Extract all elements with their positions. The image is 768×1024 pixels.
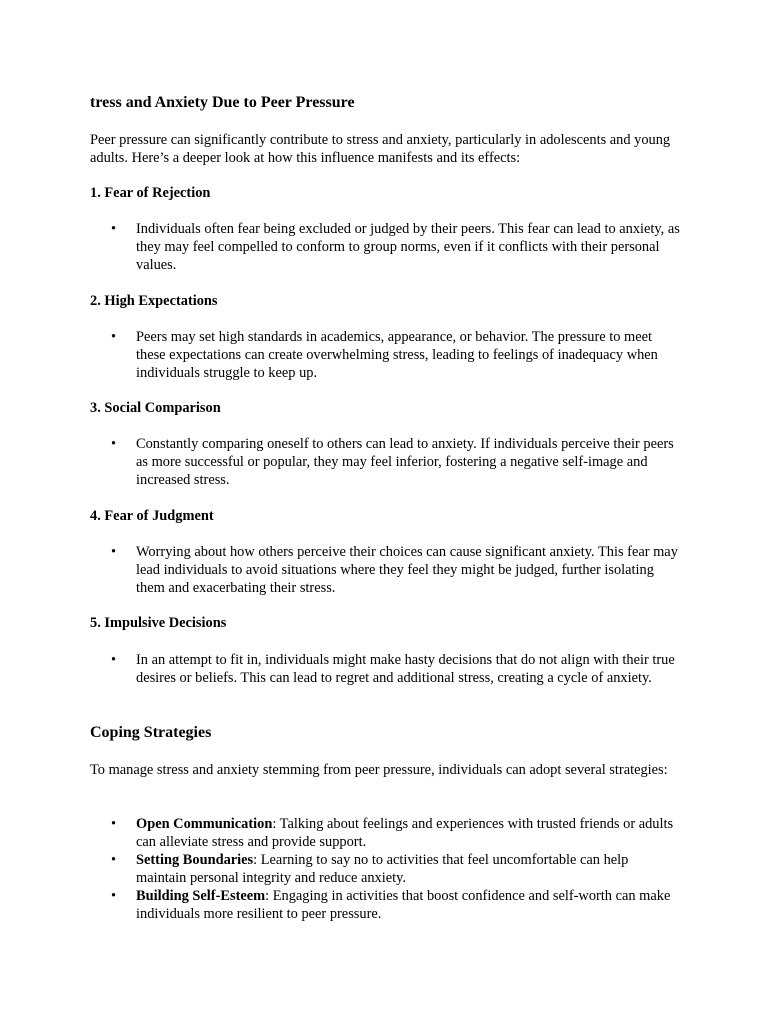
coping-item-text	[136, 815, 681, 851]
document-title: tress and Anxiety Due to Peer Pressure	[90, 94, 355, 111]
bullet-icon: •	[111, 652, 117, 668]
bullet-icon: •	[111, 816, 117, 832]
bullet-icon: •	[111, 888, 117, 904]
coping-term: Building Self-Esteem	[136, 888, 266, 904]
coping-item-text	[136, 851, 681, 887]
bullet-text: Constantly comparing oneself to others can lead to anxiety. If individuals perceive their peers as more successful or popular, they may feel inferior, fostering a negative self-image and increased stress.	[136, 436, 674, 488]
coping-term: Setting Boundaries	[136, 852, 254, 868]
intro-paragraph: Peer pressure can significantly contribute to stress and anxiety, particularly in adolescents and young adults. Here’s a deeper look at how this influence manifests and its effects:	[90, 132, 671, 166]
section-heading-impulsive-decisions: 5. Impulsive Decisions	[90, 615, 227, 631]
coping-term: Open Communication	[136, 816, 273, 832]
coping-item-text	[136, 887, 681, 923]
bullet-icon: •	[111, 221, 117, 237]
coping-description: : Learning to say no to activities that feel uncomfortable can help maintain personal integrity and reduce anxiety.	[136, 852, 629, 886]
coping-intro-paragraph: To manage stress and anxiety stemming from peer pressure, individuals can adopt several strategies:	[90, 762, 668, 778]
bullet-icon: •	[111, 852, 117, 868]
section-heading-fear-of-judgment: 4. Fear of Judgment	[90, 508, 214, 524]
coping-description: : Engaging in activities that boost confidence and self-worth can make individuals more resilient to peer pressure.	[136, 888, 671, 922]
bullet-text: Peers may set high standards in academics, appearance, or behavior. The pressure to meet these expectations can create overwhelming stress, leading to feelings of inadequacy when individuals struggle to keep up.	[136, 329, 658, 381]
section-heading-fear-of-rejection: 1. Fear of Rejection	[90, 185, 211, 201]
bullet-text: In an attempt to fit in, individuals might make hasty decisions that do not align with their true desires or beliefs. This can lead to regret and additional stress, creating a cycle of anxiety.	[136, 652, 675, 686]
bullet-icon: •	[111, 544, 117, 560]
section-heading-high-expectations: 2. High Expectations	[90, 293, 218, 309]
bullet-text: Individuals often fear being excluded or judged by their peers. This fear can lead to anxiety, as they may feel compelled to conform to group norms, even if it conflicts with their personal values.	[136, 221, 680, 273]
coping-strategies-heading: Coping Strategies	[90, 724, 212, 741]
bullet-icon: •	[111, 436, 117, 452]
section-heading-social-comparison: 3. Social Comparison	[90, 400, 221, 416]
bullet-text: Worrying about how others perceive their choices can cause significant anxiety. This fear may lead individuals to avoid situations where they feel they might be judged, further isolating them and exacerbating their stress.	[136, 544, 678, 596]
coping-description: : Talking about feelings and experiences with trusted friends or adults can alleviate stress and provide support.	[136, 816, 674, 850]
bullet-icon: •	[111, 329, 117, 345]
